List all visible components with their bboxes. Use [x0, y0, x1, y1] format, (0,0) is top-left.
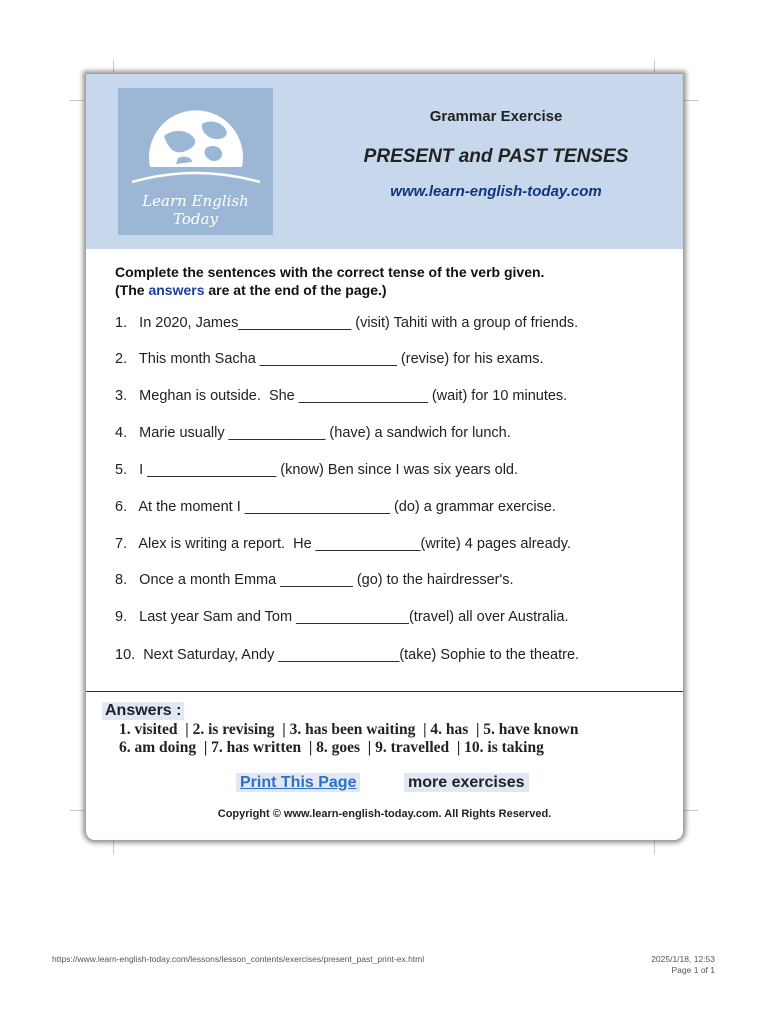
instructions-line — [115, 281, 544, 299]
answers-line: 1. visited | 2. is revising | 3. has been waiting | 4. has | 5. have known — [119, 721, 579, 738]
copyright-notice: Copyright © www.learn-english-today.com. All Rights Reserved. — [217, 808, 552, 820]
question-item: 6. At the moment I __________________ (do) a grammar exercise. — [115, 499, 556, 515]
crop-mark — [113, 60, 114, 74]
print-footer-url: https://www.learn-english-today.com/lessons/lesson_contents/exercises/present_past_print-ex.html — [52, 954, 425, 964]
answers-heading: Answers : — [102, 702, 184, 720]
crop-mark — [113, 840, 114, 854]
instructions-line: Complete the sentences with the correct tense of the verb given. — [115, 264, 545, 280]
crop-mark — [70, 810, 84, 811]
worksheet-header — [86, 74, 683, 249]
question-item: 3. Meghan is outside. She ________________ (wait) for 10 minutes. — [115, 388, 568, 404]
question-item: 1. In 2020, James______________ (visit) Tahiti with a group of friends. — [115, 315, 579, 331]
more-exercises-button[interactable]: more exercises — [404, 773, 529, 792]
site-logo — [118, 88, 273, 235]
crop-mark — [654, 840, 655, 854]
question-item: 7. Alex is writing a report. He _____________(write) 4 pages already. — [115, 536, 571, 552]
crop-mark — [684, 100, 698, 101]
answers-link[interactable]: answers — [148, 282, 205, 298]
worksheet — [85, 73, 684, 841]
question-item: 8. Once a month Emma _________ (go) to the hairdresser's. — [115, 572, 514, 588]
crop-mark — [654, 60, 655, 74]
print-footer-page: Page 1 of 1 — [671, 965, 715, 975]
question-item: 9. Last year Sam and Tom ______________(travel) all over Australia. — [115, 609, 569, 625]
question-item: 5. I ________________ (know) Ben since I was six years old. — [115, 462, 519, 478]
instructions-text: (The — [115, 282, 149, 298]
print-footer-date: 2025/1/18, 12:53 — [651, 954, 715, 964]
instructions-text: are at the end of the page.) — [204, 282, 387, 298]
question-item: 4. Marie usually ____________ (have) a sandwich for lunch. — [115, 425, 511, 441]
print-page-button[interactable]: Print This Page — [236, 773, 360, 792]
answers-line: 6. am doing | 7. has written | 8. goes | 9. travelled | 10. is taking — [119, 739, 544, 756]
logo-text: Learn English Today — [142, 192, 249, 228]
crop-mark — [684, 810, 698, 811]
worksheet-title: PRESENT and PAST TENSES — [363, 146, 629, 167]
question-item: 2. This month Sacha _________________ (revise) for his exams. — [115, 351, 544, 367]
divider — [86, 691, 683, 692]
question-item: 10. Next Saturday, Andy _______________(take) Sophie to the theatre. — [115, 647, 580, 663]
crop-mark — [70, 100, 84, 101]
site-url: www.learn-english-today.com — [390, 183, 602, 200]
instructions — [115, 263, 544, 299]
worksheet-subtitle: Grammar Exercise — [429, 108, 563, 125]
